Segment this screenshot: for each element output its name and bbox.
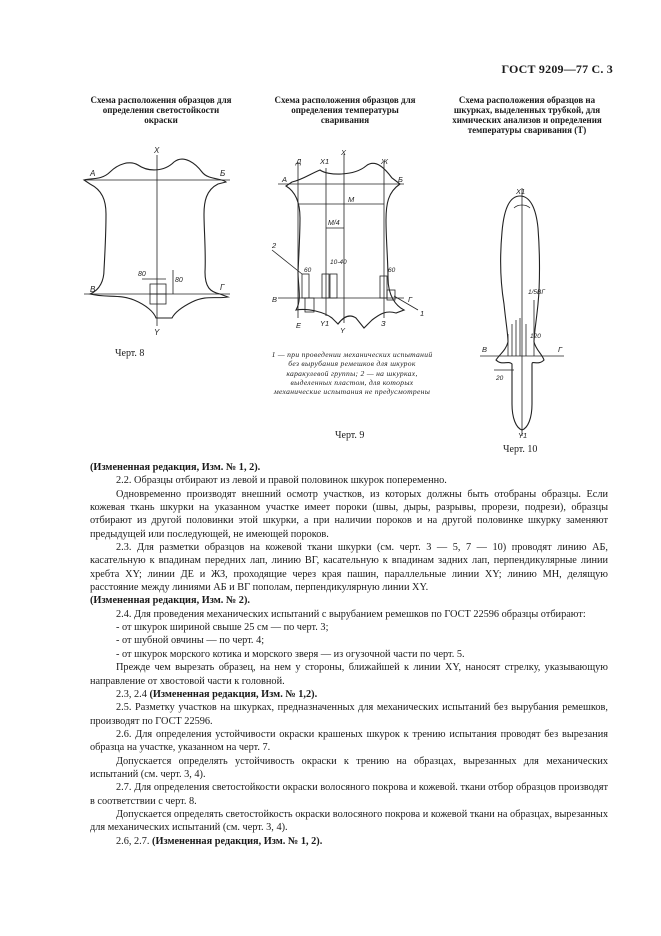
fig9-dim60b: 60 — [388, 267, 396, 274]
fig9-label-zh: Ж — [381, 157, 388, 166]
para-2-3: 2.3. Для разметки образцов на кожевой ткани шкурки (см. черт. 3 — 5, 7 — 10) проводят линию АБ, касательную к впадинам передних лап, линию ВГ, касательную к впадинам задних лап, перпендикулярные линии хребта XY; линии ДЕ и ЖЗ, проходящие через края пашин, параллельные линии XY; линию МН, делящую расстояние между линиями АБ и ВГ пополам, перпендикулярную линии XY. — [90, 542, 608, 594]
fig9-skin-outline — [286, 163, 404, 328]
para-rub: Допускается определять устойчивость окраски к трению на образцах, вырезанных для механических испытаний (см. черт. 3, 4). — [90, 755, 608, 780]
fig10-label-g: Г — [558, 345, 563, 354]
fig8-diagram — [80, 142, 240, 342]
fig9-label-2: 2 — [272, 241, 277, 250]
fig10-skin-outline — [496, 196, 544, 430]
para-edit-4-text: (Измененная редакция, Изм. № 1, 2). — [152, 835, 323, 847]
fig10-caption: Черт. 10 — [503, 444, 538, 455]
para-2-4: 2.4. Для проведения механических испытаний с вырубанием ремешков по ГОСТ 22596 образцы отбирают: — [116, 608, 586, 620]
fig9-title: Схема расположения образцов для определения температуры сваривания — [274, 95, 416, 125]
fig9-label-1: 1 — [420, 309, 425, 318]
para-2-5: 2.5. Разметку участков на шкурках, предназначенных для механических испытаний без вырубания ремешков, производят по ГОСТ 22596. — [90, 702, 608, 727]
fig9-label-m: М — [348, 195, 355, 204]
fig9-label-v: В — [272, 295, 278, 304]
fig9-note: 1 — при проведении механических испытаний без вырубания ремешков для шкурок каракулевой группы; 2 — на шкурках, выделенных пластом, для которых механические испытания не предусмотрены — [271, 350, 433, 397]
fig9-caption: Черт. 9 — [335, 430, 365, 441]
fig9-label-x1: X1 — [320, 157, 330, 166]
para-light: Допускается определять светостойкость окраски волосяного покрова и кожевой ткани на образцах, вырезанных для механических испытаний (см. черт. 3, 4). — [90, 808, 608, 834]
para-arrow: Прежде чем вырезать образец, на нем у стороны, ближайшей к линии XY, наносят стрелку, указывающую направление от хвостовой части к головной. — [90, 662, 608, 687]
fig10-label-y1: Y1 — [518, 431, 528, 439]
fig10-label-x1: X1 — [516, 187, 526, 196]
fig8-label-b: Б — [220, 169, 226, 178]
fig10-title: Схема расположения образцов на шкурках, выделенных трубкой, для химических анализов и определения температуры сваривания (Т) — [452, 95, 602, 135]
fig10-diagram — [478, 184, 578, 439]
para-edit-3-num: 2.3, 2.4 — [116, 688, 150, 700]
fig8-label-v: В — [90, 285, 96, 294]
list-item-3: - от шкурок морского котика и морского зверя — из огузочной части по черт. 5. — [116, 648, 465, 660]
fig8-label-a: А — [90, 169, 96, 178]
fig9-label-z: З — [381, 319, 386, 328]
body-text — [90, 461, 608, 848]
para-2-7: 2.7. Для определения светостойкости окраски волосяного покрова и кожевой. ткани отбор образцов производят в соответствии с черт. 8. — [90, 782, 608, 807]
fig10-dim20: 20 — [496, 375, 504, 382]
page-header: ГОСТ 9209—77 С. 3 — [501, 62, 613, 76]
fig10-label-v: В — [482, 345, 488, 354]
fig8-dim1: 80 — [138, 271, 146, 278]
fig8-caption: Черт. 8 — [115, 348, 145, 359]
fig9-label-y: Y — [340, 326, 346, 335]
para-2-6: 2.6. Для определения устойчивости окраски крашеных шкурок к трению испытания проводят без вырезания образца на участке, указанном на черт. 7. — [90, 728, 608, 754]
fig9-label-y1: Y1 — [320, 319, 330, 328]
para-edit-4-num: 2.6, 2.7. — [116, 835, 153, 847]
fig9-dim1040: 10-40 — [330, 259, 347, 266]
fig9-label-a: А — [282, 175, 288, 184]
para-edit-3 — [90, 688, 608, 701]
fig8-label-g: Г — [220, 283, 225, 292]
list-item-2: - от шубной овчины — по черт. 4; — [116, 635, 265, 647]
fig8-label-y: Y — [154, 328, 160, 337]
para-edit-1: (Измененная редакция, Изм. № 1, 2). — [90, 462, 261, 473]
fig9-label-e: Е — [296, 321, 302, 330]
fig8-label-x: X — [154, 146, 160, 155]
para-edit-4 — [90, 835, 608, 848]
fig9-dim60: 60 — [304, 267, 312, 274]
para-edit-3-text: (Измененная редакция, Изм. № 1,2). — [149, 688, 318, 700]
fig9-label-g: Г — [408, 295, 413, 304]
fig9-label-d: Д — [296, 157, 302, 166]
para-edit-2: (Измененная редакция, Изм. № 2). — [90, 595, 250, 607]
para-inspection: Одновременно производят внешний осмотр участков, из которых должны быть отобраны образцы. Если кожевая ткань шкурки на указанном участке имеет пороки (швы, дыры, разрывы, прорези, подрези), образцы отбирают из другой половинки этой шкурки, а при наличии пороков и на другой половинке шкурку заменяют предыдущей или последующей, не имеющей пороков. — [90, 488, 608, 540]
fig9-label-m4: М/4 — [328, 220, 340, 227]
fig9-label-b: Б — [398, 175, 403, 184]
para-2-2: 2.2. Образцы отбирают из левой и правой половинок шкурок попеременно. — [116, 475, 447, 487]
fig9-diagram — [268, 148, 438, 338]
fig10-dim120: 120 — [530, 333, 541, 340]
fig10-dim: 1/5ВГ — [528, 289, 545, 296]
fig9-label-x: X — [341, 148, 347, 157]
list-item-1: - от шкурок шириной свыше 25 см — по черт. 3; — [116, 622, 329, 634]
fig8-dim2: 80 — [175, 277, 183, 284]
fig8-title: Схема расположения образцов для определения светостойкости окраски — [90, 95, 232, 125]
